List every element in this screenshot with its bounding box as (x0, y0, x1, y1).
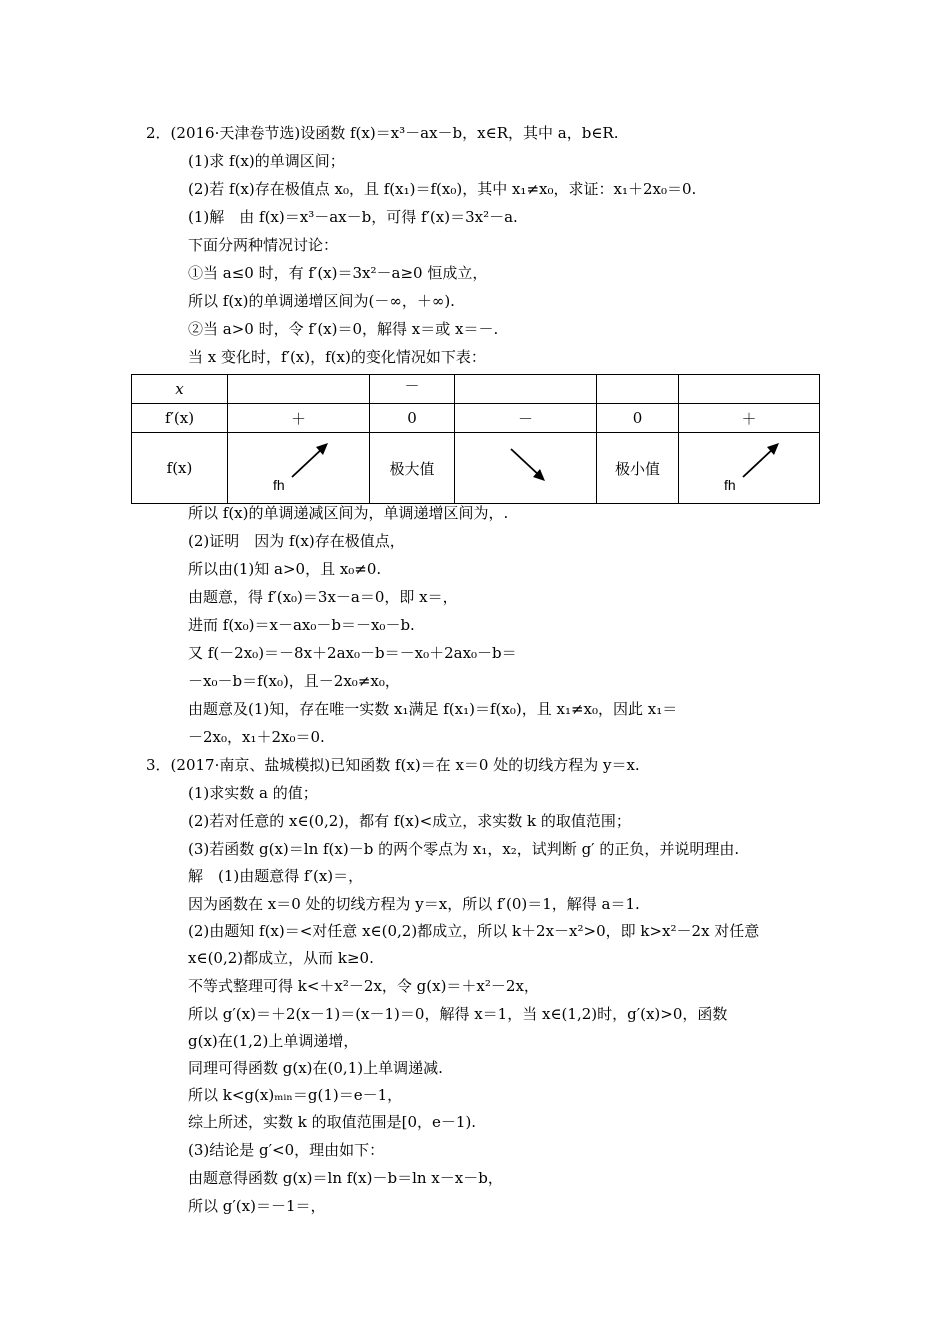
table-cell (455, 375, 597, 404)
table-cell: ＋ (228, 404, 370, 433)
problem3-solution-line: (2)由题知 f(x)＝<对任意 x∈(0,2)都成立，所以 k＋2x－x²>0，即 k>x²－2x 对任意 (188, 922, 760, 940)
problem2-solution-line: 所以 f(x)的单调递增区间为(－∞，＋∞). (188, 292, 455, 310)
problem3-solution-line: (3)结论是 g′<0，理由如下： (188, 1141, 385, 1159)
problem3-solution-line: 由题意得函数 g(x)＝ln f(x)－b＝ln x－x－b， (188, 1169, 503, 1187)
variation-table (131, 374, 820, 504)
table-cell: 极小值 (597, 433, 679, 504)
problem3-solution-line: 所以 g′(x)＝－1＝， (188, 1197, 326, 1215)
placeholder-text: fh (273, 477, 285, 493)
increasing-arrow-icon (288, 439, 333, 481)
table-cell: 0 (370, 404, 455, 433)
problem3-solution-line: 所以 k<g(x)ₘᵢₙ＝g(1)＝e－1， (188, 1086, 403, 1104)
problem3-solution-line: g(x)在(1,2)上单调递增， (188, 1032, 359, 1050)
problem2-solution-line: 下面分两种情况讨论： (188, 236, 339, 254)
problem2-solution-line: 进而 f(x₀)＝x－ax₀－b＝－x₀－b. (188, 616, 415, 634)
table-cell (455, 433, 597, 504)
table-cell (228, 375, 370, 404)
table-cell: f(x) (132, 433, 228, 504)
problem3-solution-line: 解 (1)由题意得 f′(x)＝， (188, 867, 364, 885)
problem3-solution-line: x∈(0,2)都成立，从而 k≥0. (188, 949, 374, 967)
problem2-solution-line: －2x₀，x₁＋2x₀＝0. (188, 728, 325, 746)
problem2-solution-line: 由题意及(1)知，存在唯一实数 x₁满足 f(x₁)＝f(x₀)，且 x₁≠x₀，因此 x₁＝ (188, 700, 678, 718)
problem2-solution-line: 当 x 变化时，f′(x)，f(x)的变化情况如下表： (188, 348, 486, 366)
placeholder-text: fh (724, 477, 736, 493)
problem3-solution-line: 所以 g′(x)＝＋2(x－1)＝(x－1)＝0，解得 x＝1，当 x∈(1,2)时，g′(x)>0，函数 (188, 1005, 728, 1023)
table-cell (597, 375, 679, 404)
problem2-solution-line: 所以 f(x)的单调递减区间为，单调递增区间为，. (188, 504, 509, 522)
table-cell (228, 433, 370, 504)
table-row (132, 375, 820, 404)
problem2-solution-line: ②当 a>0 时，令 f′(x)＝0，解得 x＝或 x＝－. (188, 320, 499, 338)
table-row (132, 433, 820, 504)
problem2-solution-line: －x₀－b＝f(x₀)，且－2x₀≠x₀， (188, 672, 400, 690)
decreasing-arrow-icon (507, 445, 552, 485)
problem2-solution-line: ①当 a≤0 时，有 f′(x)＝3x²－a≥0 恒成立， (188, 264, 488, 282)
problem3-question-1: (1)求实数 a 的值； (188, 784, 318, 802)
table-cell: ＋ (679, 404, 820, 433)
problem2-solution-line: 由题意，得 f′(x₀)＝3x－a＝0，即 x＝， (188, 588, 458, 606)
problem2-solution-line: (1)解 由 f(x)＝x³－ax－b，可得 f′(x)＝3x²－a. (188, 208, 518, 226)
table-row (132, 404, 820, 433)
problem3-question-2: (2)若对任意的 x∈(0,2)，都有 f(x)<成立，求实数 k 的取值范围； (188, 812, 631, 830)
problem3-question-3: (3)若函数 g(x)＝ln f(x)－b 的两个零点为 x₁，x₂，试判断 g′ 的正负，并说明理由. (188, 840, 740, 858)
table-cell: 极大值 (370, 433, 455, 504)
problem3-solution-line: 同理可得函数 g(x)在(0,1)上单调递减. (188, 1059, 443, 1077)
increasing-arrow-icon (739, 439, 784, 481)
table-cell: f′(x) (132, 404, 228, 433)
problem3-solution-line: 不等式整理可得 k<＋x²－2x，令 g(x)＝＋x²－2x， (188, 977, 539, 995)
problem3-title: 3．(2017·南京、盐城模拟)已知函数 f(x)＝在 x＝0 处的切线方程为 y＝x. (146, 756, 640, 774)
problem3-solution-line: 综上所述，实数 k 的取值范围是[0，e－1). (188, 1113, 477, 1131)
table-cell: x (132, 375, 228, 404)
table-cell: － (455, 404, 597, 433)
table-cell (679, 433, 820, 504)
problem3-solution-line: 因为函数在 x＝0 处的切线方程为 y＝x，所以 f′(0)＝1，解得 a＝1. (188, 895, 640, 913)
table-cell: 0 (597, 404, 679, 433)
problem2-question-2: (2)若 f(x)存在极值点 x₀，且 f(x₁)＝f(x₀)，其中 x₁≠x₀，求证：x₁＋2x₀＝0. (188, 180, 697, 198)
problem2-solution-line: 所以由(1)知 a>0，且 x₀≠0. (188, 560, 382, 578)
table-cell: － (370, 375, 455, 404)
problem2-solution-line: 又 f(－2x₀)＝－8x＋2ax₀－b＝－x₀＋2ax₀－b＝ (188, 644, 517, 662)
problem2-title: 2．(2016·天津卷节选)设函数 f(x)＝x³－ax－b，x∈R，其中 a，b∈R. (146, 124, 619, 142)
problem2-solution-line: (2)证明 因为 f(x)存在极值点， (188, 532, 405, 550)
table-cell (679, 375, 820, 404)
problem2-question-1: (1)求 f(x)的单调区间； (188, 152, 345, 170)
